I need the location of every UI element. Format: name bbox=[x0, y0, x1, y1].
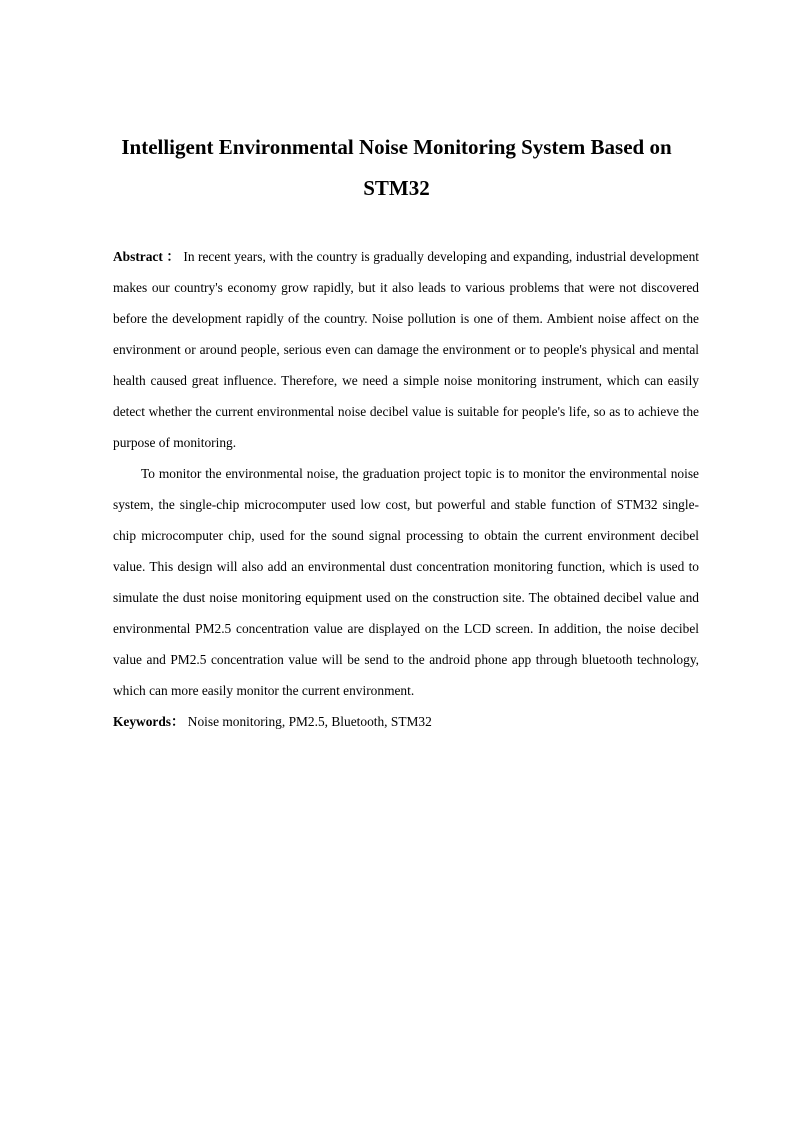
keywords-label: Keywords： bbox=[113, 714, 185, 729]
keywords-line bbox=[113, 706, 699, 737]
paper-title-line-2: STM32 bbox=[363, 176, 430, 200]
abstract-section bbox=[113, 241, 699, 737]
paper-title-line-1: Intelligent Environmental Noise Monitoring System Based on bbox=[121, 135, 672, 159]
abstract-label: Abstract ： bbox=[113, 249, 180, 264]
abstract-paragraph-1 bbox=[113, 241, 699, 458]
abstract-paragraph-2: To monitor the environmental noise, the graduation project topic is to monitor the environmental noise system, the single-chip microcomputer used low cost, but powerful and stable function of STM32 single-chip microcomputer chip, used for the sound signal processing to obtain the current environment decibel value. This design will also add an environmental dust concentration monitoring function, which is used to simulate the dust noise monitoring equipment used on the construction site. The obtained decibel value and environmental PM2.5 concentration value are displayed on the LCD screen. In addition, the noise decibel value and PM2.5 concentration value will be send to the android phone app through bluetooth technology, which can more easily monitor the current environment. bbox=[113, 466, 699, 698]
keywords-text: Noise monitoring, PM2.5, Bluetooth, STM32 bbox=[187, 714, 432, 729]
abstract-text-1: In recent years, with the country is gradually developing and expanding, industrial development makes our country's economy grow rapidly, but it also leads to various problems that were not discovered before the development rapidly of the country. Noise pollution is one of them. Ambient noise affect on the environment or around people, serious even can damage the environment or to people's physical and mental health caused great influence. Therefore, we need a simple noise monitoring instrument, which can easily detect whether the current environmental noise decibel value is suitable for people's life, so as to achieve the purpose of monitoring. bbox=[113, 249, 699, 450]
